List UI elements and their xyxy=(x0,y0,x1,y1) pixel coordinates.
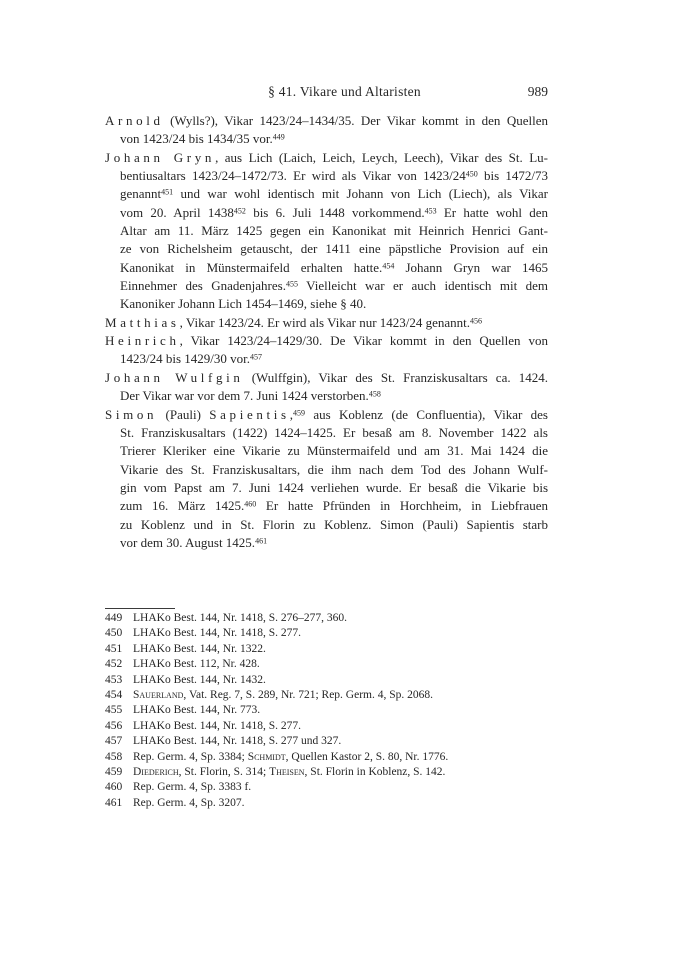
footnote-text xyxy=(133,734,565,749)
footnote-text xyxy=(133,703,565,718)
footnote-number: 455 xyxy=(105,704,123,717)
text-segment: Kanonikat in Münstermaifeld erhalten hatte. xyxy=(120,259,383,275)
footnote-number: 456 xyxy=(105,719,123,732)
footnote-ref: 457 xyxy=(250,352,263,362)
footnote xyxy=(105,611,565,626)
text-segment: , xyxy=(289,406,293,422)
text-line xyxy=(105,516,548,534)
text-segment: , Vikar 1423/24. Er wird als Vikar nur 1423/24 genannt. xyxy=(179,314,471,330)
footnote xyxy=(105,765,565,780)
text-line xyxy=(105,204,548,222)
footnote xyxy=(105,780,565,795)
paragraph xyxy=(105,112,548,149)
footnote-number: 457 xyxy=(105,735,123,748)
footnote xyxy=(105,734,565,749)
text-segment: 1423/24 bis 1429/30 vor. xyxy=(120,351,251,367)
text-line xyxy=(105,149,548,167)
footnote-ref: 456 xyxy=(470,316,483,326)
footnote-ref: 449 xyxy=(272,132,285,142)
text-segment: , St. Florin, S. 314; xyxy=(178,765,270,778)
text-line xyxy=(105,442,548,460)
footnote-ref: 461 xyxy=(255,536,268,546)
footnote-text xyxy=(133,673,565,688)
text-segment: , Quellen Kastor 2, S. 80, Nr. 1776. xyxy=(285,750,449,763)
text-segment: vor dem 30. August 1425. xyxy=(120,534,256,550)
text-segment: St. Franziskusaltars (1422) 1424–1425. Er besaß am 8. November 1422 als xyxy=(120,424,548,440)
text-segment: LHAKo Best. 144, Nr. 773. xyxy=(133,704,261,717)
person-name: Matthias xyxy=(105,314,180,330)
text-segment: Er hatte wohl den xyxy=(436,204,548,220)
footnote xyxy=(105,703,565,718)
text-segment: , Vikar 1423/24–1429/30. De Vikar kommt in den Quellen von xyxy=(179,333,548,349)
footnote-ref: 453 xyxy=(424,206,437,216)
footnote xyxy=(105,688,565,703)
paragraph xyxy=(105,332,548,369)
text-segment: und war wohl identisch mit Johann von Lich (Liech), als Vikar xyxy=(173,186,548,202)
footnote-text xyxy=(133,750,565,765)
text-segment: ze von Richelsheim getauscht, der 1411 eine päpstliche Provision auf ein xyxy=(120,241,548,257)
footnote-text xyxy=(133,780,565,795)
author-name: Theisen xyxy=(269,765,305,778)
text-line xyxy=(105,167,548,185)
text-line xyxy=(105,112,548,130)
paragraph xyxy=(105,406,548,553)
author-name: Diederich xyxy=(133,765,179,778)
text-segment: LHAKo Best. 144, Nr. 1418, S. 277. xyxy=(133,627,302,640)
footnote xyxy=(105,750,565,765)
text-line xyxy=(105,461,548,479)
footnote-ref: 451 xyxy=(161,187,174,197)
footnote-number: 449 xyxy=(105,612,123,624)
footnote-ref: 450 xyxy=(465,169,478,179)
text-segment: (Wulffgin), Vikar des St. Franziskusaltars ca. 1424. xyxy=(243,369,548,385)
author-name: Sauerland xyxy=(133,688,184,701)
person-name: Heinrich xyxy=(105,333,180,349)
text-line xyxy=(105,534,548,552)
footnote-text xyxy=(133,719,565,734)
person-name: Arnold xyxy=(105,113,164,128)
text-line xyxy=(105,240,548,258)
footnote-number: 453 xyxy=(105,673,123,686)
section-title: § 41. Vikare und Altaristen xyxy=(268,84,421,99)
footnote-number: 452 xyxy=(105,658,123,671)
footnote xyxy=(105,642,565,657)
footnote-ref: 459 xyxy=(292,407,305,417)
footnote-text xyxy=(133,765,565,780)
text-line xyxy=(105,406,548,424)
footnote-number: 451 xyxy=(105,642,123,655)
footnote-text xyxy=(133,796,565,811)
text-segment: Trierer Kleriker eine Vikarie zu Münstermaifeld und am 31. Mai 1424 die xyxy=(120,443,548,459)
text-line xyxy=(105,479,548,497)
footnote-text xyxy=(133,626,565,641)
text-segment: , St. Florin in Koblenz, S. 142. xyxy=(304,765,446,778)
text-segment: Der Vikar war vor dem 7. Juni 1424 verstorben. xyxy=(120,388,369,404)
text-line xyxy=(105,350,548,368)
footnote-number: 460 xyxy=(105,781,123,794)
text-segment: LHAKo Best. 144, Nr. 1418, S. 277 und 327. xyxy=(133,735,342,748)
footnote xyxy=(105,626,565,641)
text-segment: , aus Lich (Laich, Leich, Leych, Leech), Vikar des St. Lu- xyxy=(215,149,548,165)
footnote xyxy=(105,673,565,688)
text-line xyxy=(105,497,548,515)
text-segment: zum 16. März 1425. xyxy=(120,498,245,514)
text-segment: (Wylls?), Vikar 1423/24–1434/35. Der Vikar kommt in den Quellen xyxy=(163,113,548,128)
footnote-divider xyxy=(105,608,175,609)
text-segment: genannt xyxy=(120,186,162,202)
text-segment: LHAKo Best. 112, Nr. 428. xyxy=(133,658,260,671)
footnote-number: 454 xyxy=(105,688,123,701)
text-segment: Rep. Germ. 4, Sp. 3207. xyxy=(133,796,245,809)
footnote xyxy=(105,657,565,672)
text-line xyxy=(105,185,548,203)
footnote-number: 450 xyxy=(105,627,123,640)
person-name: Simon xyxy=(105,406,158,422)
text-segment: bentiusaltars 1423/24–1472/73. Er wird als Vikar von 1423/24 xyxy=(120,168,466,184)
footnote-ref: 454 xyxy=(382,261,395,271)
footnote-number: 461 xyxy=(105,796,123,809)
footnote-number: 458 xyxy=(105,750,123,763)
person-name: Johann Wulfgin xyxy=(105,369,244,385)
footnote-text xyxy=(133,642,565,657)
text-segment: LHAKo Best. 144, Nr. 1418, S. 277. xyxy=(133,719,302,732)
text-segment: LHAKo Best. 144, Nr. 1418, S. 276–277, 360. xyxy=(133,612,348,624)
text-segment: Rep. Germ. 4, Sp. 3383 f. xyxy=(133,781,252,794)
author-name: Schmidt xyxy=(247,750,286,763)
running-head xyxy=(105,84,548,102)
footnotes-list xyxy=(105,611,565,811)
text-segment: Altar am 11. März 1425 gegen ein Kanonikat mit Heinrich Henrici Gant- xyxy=(120,223,548,239)
text-segment: zu Koblenz und in St. Florin zu Koblenz. Simon (Pauli) Sapientis starb xyxy=(120,516,548,532)
person-name: Johann Gryn xyxy=(105,149,216,165)
text-segment: , Vat. Reg. 7, S. 289, Nr. 721; Rep. Germ. 4, Sp. 2068. xyxy=(183,688,433,701)
text-segment: aus Koblenz (de Confluentia), Vikar des xyxy=(304,406,548,422)
text-line xyxy=(105,314,548,332)
footnote-ref: 455 xyxy=(285,279,298,289)
text-segment: Rep. Germ. 4, Sp. 3384; xyxy=(133,750,248,763)
footnote xyxy=(105,796,565,811)
text-segment: bis 1472/73 xyxy=(477,168,548,184)
footnote-text xyxy=(133,611,565,626)
text-segment: vom 20. April 1438 xyxy=(120,204,234,220)
paragraph xyxy=(105,149,548,314)
footnote-ref: 452 xyxy=(233,206,246,216)
text-line xyxy=(105,332,548,350)
text-segment: Johann Gryn war 1465 xyxy=(394,259,548,275)
text-segment: Er hatte Pfründen in Horchheim, in Liebfrauen xyxy=(256,498,548,514)
footnote-text xyxy=(133,657,565,672)
text-segment: bis 6. Juli 1448 vorkommend. xyxy=(245,204,425,220)
text-segment: Einnehmer des Gnadenjahres. xyxy=(120,278,286,294)
text-line xyxy=(105,277,548,295)
text-segment: Vielleicht war er auch identisch mit dem xyxy=(297,278,548,294)
text-line xyxy=(105,222,548,240)
footnote-text xyxy=(133,688,565,703)
text-segment: Vikarie des St. Franziskusaltars, die ihm nach dem Tod des Johann Wulf- xyxy=(120,461,548,477)
text-segment: Kanoniker Johann Lich 1454–1469, siehe § 40. xyxy=(120,296,367,312)
text-line xyxy=(105,387,548,405)
body-text xyxy=(105,112,548,552)
text-line xyxy=(105,424,548,442)
text-segment: LHAKo Best. 144, Nr. 1322. xyxy=(133,642,266,655)
footnote-ref: 460 xyxy=(244,499,257,509)
paragraph xyxy=(105,314,548,332)
text-segment: LHAKo Best. 144, Nr. 1432. xyxy=(133,673,266,686)
text-line xyxy=(105,130,548,148)
footnote-number: 459 xyxy=(105,765,123,778)
text-segment: von 1423/24 bis 1434/35 vor. xyxy=(120,131,273,147)
page-number: 989 xyxy=(527,84,548,99)
footnote xyxy=(105,719,565,734)
text-line xyxy=(105,259,548,277)
text-line xyxy=(105,369,548,387)
footnote-ref: 458 xyxy=(368,389,381,399)
text-segment: (Pauli) xyxy=(157,406,210,422)
text-segment: gin vom Papst am 7. Juni 1424 verliehen wurde. Er besaß die Vikarie bis xyxy=(120,479,548,495)
person-name: Sapientis xyxy=(209,406,290,422)
text-line xyxy=(105,295,548,313)
paragraph xyxy=(105,369,548,406)
